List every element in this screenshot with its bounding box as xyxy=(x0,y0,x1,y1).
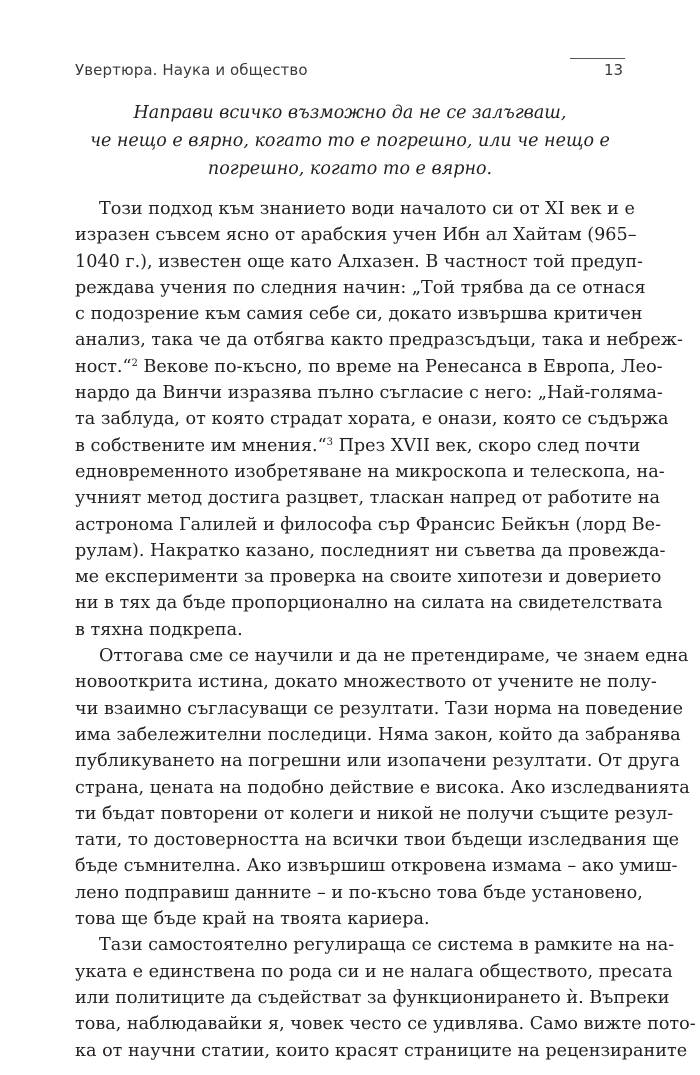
text-line xyxy=(75,354,663,380)
text-line: Този подход към знанието води началото си от XI век и е xyxy=(99,199,635,219)
text-line: реждава учения по следния начин: „Той трябва да се отнася xyxy=(75,277,646,298)
text-line: ме експерименти за проверка на своите хипотези и доверието xyxy=(75,567,662,588)
text-line: астронома Галилей и философа сър Франсис Бейкън (лорд Ве- xyxy=(75,514,662,535)
body-text xyxy=(75,196,696,1064)
text-line: 1040 г.), известен още като Алхазен. В частност той предуп- xyxy=(75,251,643,272)
text-line: рулам). Накратко казано, последният ни съветва да провежда- xyxy=(75,540,666,561)
text-line: Оттогава сме се научили и да не претендираме, че знаем една xyxy=(99,646,689,667)
text-run: През XVII век, скоро след почти xyxy=(332,435,641,456)
text-line: бъде съмнителна. Ако извършиш откровена измама – ако умиш- xyxy=(75,856,678,877)
text-line: нардо да Винчи изразява пълно съгласие с него: „Най-голяма- xyxy=(75,383,663,404)
text-line: в тяхна подкрепа. xyxy=(75,619,243,640)
text-line: с подозрение към самия себе си, докато извършва критичен xyxy=(75,304,643,325)
text-line: ти бъдат повторени от колеги и никой не получи същите резул- xyxy=(75,803,674,824)
text-line: анализ, така че да отбягва както предразсъдъци, така и небреж- xyxy=(75,330,683,351)
text-line xyxy=(75,433,641,459)
header-rule xyxy=(570,58,625,59)
epigraph-line: Направи всичко възможно да не се залъгваш, xyxy=(133,103,567,123)
text-run: ност.“ xyxy=(75,356,132,377)
text-run: Векове по-късно, по време на Ренесанса в Европа, Лео- xyxy=(137,356,663,377)
running-head-title: Увертюра. Наука и общество xyxy=(75,61,308,79)
text-line: публикуването на погрешни или изопачени резултати. От друга xyxy=(75,751,680,772)
footnote-ref-2: 2 xyxy=(131,357,138,369)
text-line: това ще бъде край на твоята кариера. xyxy=(75,909,430,930)
text-line: страна, цената на подобно действие е висока. Ако изследванията xyxy=(75,777,690,798)
text-line: ни в тях да бъде пропорционално на силата на свидетелствата xyxy=(75,593,663,614)
epigraph-line: погрешно, когато то е вярно. xyxy=(207,159,493,179)
epigraph xyxy=(75,99,625,183)
text-line: учният метод достига разцвет, тласкан напред от работите на xyxy=(75,488,661,509)
page-number: 13 xyxy=(604,61,624,79)
text-run: в собствените им мнения.“ xyxy=(75,435,327,456)
text-line: чи взаимно съгласуващи се резултати. Тази норма на поведение xyxy=(75,698,684,719)
text-line: ка от научни статии, които красят страниците на рецензираните xyxy=(75,1040,688,1061)
paragraph-3 xyxy=(75,932,696,1063)
text-line: Тази самостоятелно регулираща се система в рамките на на- xyxy=(99,935,675,956)
text-line: има забележителни последици. Няма закон, който да забранява xyxy=(75,724,681,745)
text-line: лено подправиш данните – и по-късно това бъде установено, xyxy=(75,882,643,903)
text-line: изразен съвсем ясно от арабския учен Ибн ал Хайтам (965– xyxy=(75,225,637,246)
text-line: или политиците да съдействат за функционирането ѝ. Въпреки xyxy=(75,987,670,1008)
footnote-ref-3: 3 xyxy=(326,436,333,448)
paragraph-1 xyxy=(75,196,683,643)
paragraph-2 xyxy=(75,643,690,932)
text-line: тати, то достоверността на всички твои бъдещи изследвания ще xyxy=(75,830,680,851)
epigraph-line: че нещо е вярно, когато то е погрешно, или че нещо е xyxy=(90,131,610,151)
text-line: новооткрита истина, докато множеството от учените не полу- xyxy=(75,672,657,693)
text-line: това, наблюдавайки я, човек често се удивлява. Само вижте пото- xyxy=(75,1014,696,1035)
text-line: едновременното изобретяване на микроскопа и телескопа, на- xyxy=(75,461,665,482)
text-line: та заблуда, от която страдат хората, е онази, която се съдържа xyxy=(75,409,669,430)
text-line: уката е единствена по рода си и не налага обществото, пресата xyxy=(75,961,673,982)
